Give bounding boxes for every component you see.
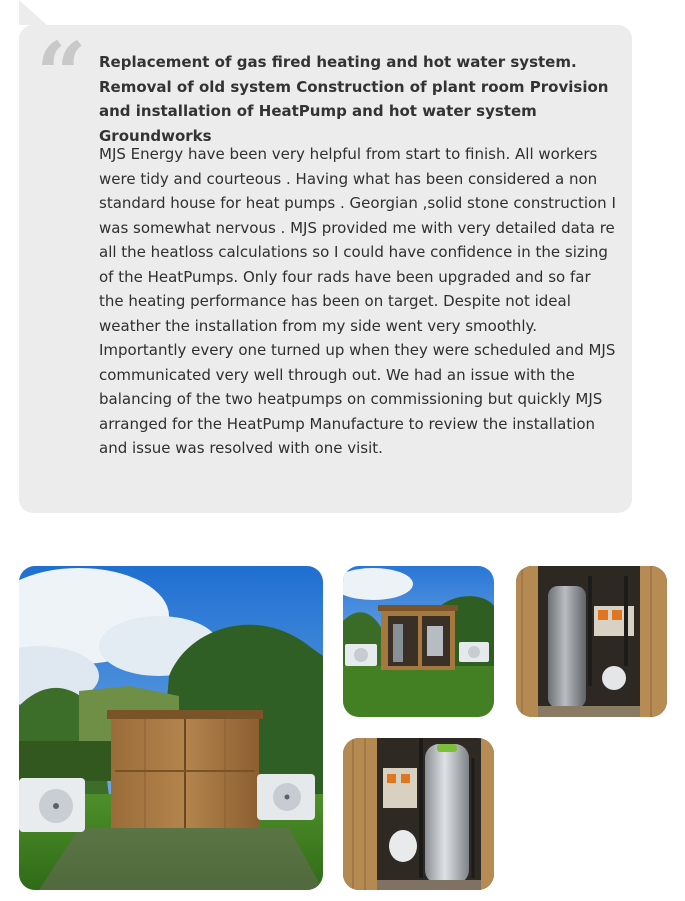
photo-image <box>343 566 494 717</box>
photo-image <box>19 566 323 890</box>
review-body: MJS Energy have been very helpful from start to finish. All workers were tidy and courteous . Having what has been considered a non standard house for heat pumps . Georgian ,solid stone construction I was somewhat nervous . MJS provided me with very detailed data re all the heatloss calculations so I could have confidence in the sizing of the HeatPumps. Only four rads have been upgraded and so far the heating performance has been on target. Despite not ideal weather the installation from my side went very smoothly. Importantly every one turned up when they were scheduled and MJS communicated very well through out. We had an issue with the balancing of the two heatpumps on commissioning but quickly MJS arranged for the HeatPump Manufacture to review the installation and issue was resolved with one visit. <box>99 145 616 457</box>
photo-image <box>516 566 667 717</box>
review-title: Replacement of gas fired heating and hot water system. Removal of old system Construction of plant room Provision and installation of HeatPump and hot water system Groundworks <box>99 53 609 145</box>
photo-image <box>343 738 494 890</box>
photo-plant-room-interior[interactable] <box>343 738 494 890</box>
photo-garden-shed-open[interactable] <box>343 566 494 717</box>
quote-mark-icon: “ <box>36 22 87 126</box>
photo-insulated-cylinder[interactable] <box>516 566 667 717</box>
photo-garden-shed-heat-pumps-large[interactable] <box>19 566 323 890</box>
